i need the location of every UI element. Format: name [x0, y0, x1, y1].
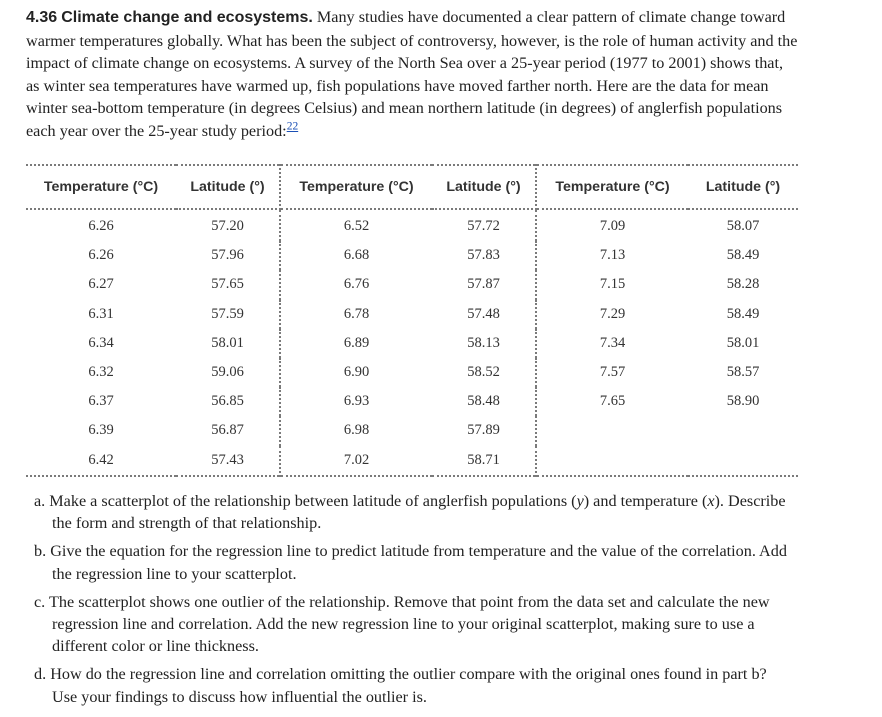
cell-temperature-2: 6.90 — [343, 364, 370, 381]
part-label: a. — [34, 492, 46, 510]
cell-latitude-2: 58.52 — [432, 358, 536, 387]
part-b-text: Give the equation for the regression line to predict latitude from temperature and the value of the correlation. Add the regression line to your scatterplot. — [50, 542, 787, 583]
cell-latitude-3: 58.07 — [726, 218, 760, 235]
cell-latitude-1: 59.06 — [176, 358, 280, 387]
part-c-text: The scatterplot shows one outlier of the relationship. Remove that point from the data set and calculate the new regression line and correlation. Add the new regression line to your original scatterplot, making sure to use a different color or line thickness. — [49, 592, 770, 656]
cell-temperature-3: 7.34 — [599, 334, 626, 351]
cell-latitude-1: 56.85 — [176, 387, 280, 416]
cell-temperature-1: 6.34 — [88, 334, 114, 351]
cell-temperature-1: 6.42 — [88, 451, 114, 468]
problem-intro — [26, 6, 798, 143]
table-header-row — [26, 165, 798, 209]
cell-temperature-1: 6.31 — [88, 305, 114, 322]
cell-latitude-2: 57.83 — [432, 241, 536, 270]
cell-temperature-2: 6.52 — [343, 218, 370, 235]
table-row — [26, 270, 798, 299]
question-parts — [34, 490, 794, 714]
cell-temperature-1: 6.37 — [88, 393, 114, 410]
col-header-latitude-3: Latitude (°) — [688, 165, 798, 209]
cell-temperature-3: 7.15 — [599, 276, 626, 293]
table-row — [26, 387, 798, 416]
part-a — [34, 490, 794, 535]
cell-latitude-2: 57.72 — [432, 209, 536, 241]
cell-latitude-3: 58.49 — [726, 247, 760, 264]
cell-latitude-3 — [688, 416, 798, 445]
table-row — [26, 300, 798, 329]
table-body — [26, 209, 798, 476]
cell-temperature-2: 7.02 — [343, 451, 370, 468]
table-row — [26, 209, 798, 241]
cell-temperature-2: 6.98 — [343, 422, 370, 439]
data-table — [26, 164, 798, 477]
part-c — [34, 591, 794, 658]
cell-temperature-2: 6.68 — [343, 247, 370, 264]
cell-latitude-1: 57.96 — [176, 241, 280, 270]
cell-latitude-1: 57.65 — [176, 270, 280, 299]
cell-temperature-2: 6.89 — [343, 334, 370, 351]
table-row — [26, 329, 798, 358]
part-label: c. — [34, 592, 46, 611]
cell-latitude-3: 58.57 — [726, 364, 760, 381]
table-row — [26, 241, 798, 270]
cell-latitude-2: 58.48 — [432, 387, 536, 416]
part-d-text: How do the regression line and correlation omitting the outlier compare with the original ones found in part b? Use your findings to discuss how influential the outlier is. — [50, 665, 767, 706]
part-label: b. — [34, 542, 47, 561]
part-label: d. — [34, 665, 47, 684]
cell-temperature-3: 7.09 — [599, 218, 626, 235]
cell-latitude-1: 57.59 — [176, 300, 280, 329]
part-a-text-3: ). Describe the form and strength of that relationship. — [52, 492, 786, 533]
cell-temperature-3: 7.13 — [599, 247, 626, 264]
cell-temperature-1: 6.26 — [88, 247, 114, 264]
part-d — [34, 663, 794, 708]
cell-latitude-2: 58.13 — [432, 329, 536, 358]
cell-temperature-3: 7.57 — [599, 364, 626, 381]
problem-text: Many studies have documented a clear pattern of climate change toward warmer temperatures globally. What has been the subject of controversy, however, is the role of human activity and the impact of climate change on ecosystems. A survey of the North Sea over a 25-year period (1977 to 2001) shows that, as winter sea temperatures have warmed up, fish populations have moved farther north. Here are the data for mean winter sea-bottom temperature (in degrees Celsius) and mean northern latitude (in degrees) of anglerfish populations each year over the 25-year study period: — [26, 8, 798, 140]
cell-temperature-1: 6.26 — [88, 218, 114, 235]
cell-latitude-2: 57.87 — [432, 270, 536, 299]
cell-latitude-2: 57.89 — [432, 416, 536, 445]
cell-latitude-3: 58.01 — [726, 334, 760, 351]
col-header-temperature-2: Temperature (°C) — [280, 165, 432, 209]
cell-temperature-2: 6.78 — [343, 305, 370, 322]
table-row — [26, 358, 798, 387]
col-header-temperature-3: Temperature (°C) — [536, 165, 688, 209]
cell-temperature-3 — [536, 446, 688, 476]
cell-latitude-3: 58.28 — [726, 276, 760, 293]
cell-temperature-1: 6.39 — [88, 422, 114, 439]
cell-temperature-3: 7.65 — [599, 393, 626, 410]
part-a-text-1: Make a scatterplot of the relationship between latitude of anglerfish populations ( — [49, 492, 577, 510]
problem-container — [26, 6, 798, 143]
part-b — [34, 540, 794, 585]
cell-latitude-2: 58.71 — [432, 446, 536, 476]
table-row — [26, 416, 798, 445]
cell-latitude-3 — [688, 446, 798, 476]
cell-temperature-3: 7.29 — [599, 305, 626, 322]
variable-x: x — [707, 492, 715, 510]
table-row — [26, 446, 798, 476]
cell-latitude-1: 57.20 — [176, 209, 280, 241]
col-header-temperature-1: Temperature (°C) — [26, 165, 176, 209]
col-header-latitude-2: Latitude (°) — [432, 165, 536, 209]
problem-number: 4.36 — [26, 9, 58, 26]
cell-latitude-3: 58.90 — [726, 393, 760, 410]
variable-y: y — [576, 492, 584, 510]
cell-latitude-3: 58.49 — [726, 305, 760, 322]
cell-latitude-2: 57.48 — [432, 300, 536, 329]
col-header-latitude-1: Latitude (°) — [176, 165, 280, 209]
cell-temperature-2: 6.76 — [343, 276, 370, 293]
cell-latitude-1: 57.43 — [176, 446, 280, 476]
footnote-link[interactable]: 22 — [286, 120, 299, 133]
cell-temperature-1: 6.32 — [88, 364, 114, 381]
cell-temperature-3 — [536, 416, 688, 445]
problem-title: Climate change and ecosystems. — [61, 9, 313, 26]
part-a-text-2: ) and temperature ( — [583, 492, 708, 510]
cell-temperature-1: 6.27 — [88, 276, 114, 293]
cell-temperature-2: 6.93 — [343, 393, 370, 410]
cell-latitude-1: 58.01 — [176, 329, 280, 358]
cell-latitude-1: 56.87 — [176, 416, 280, 445]
